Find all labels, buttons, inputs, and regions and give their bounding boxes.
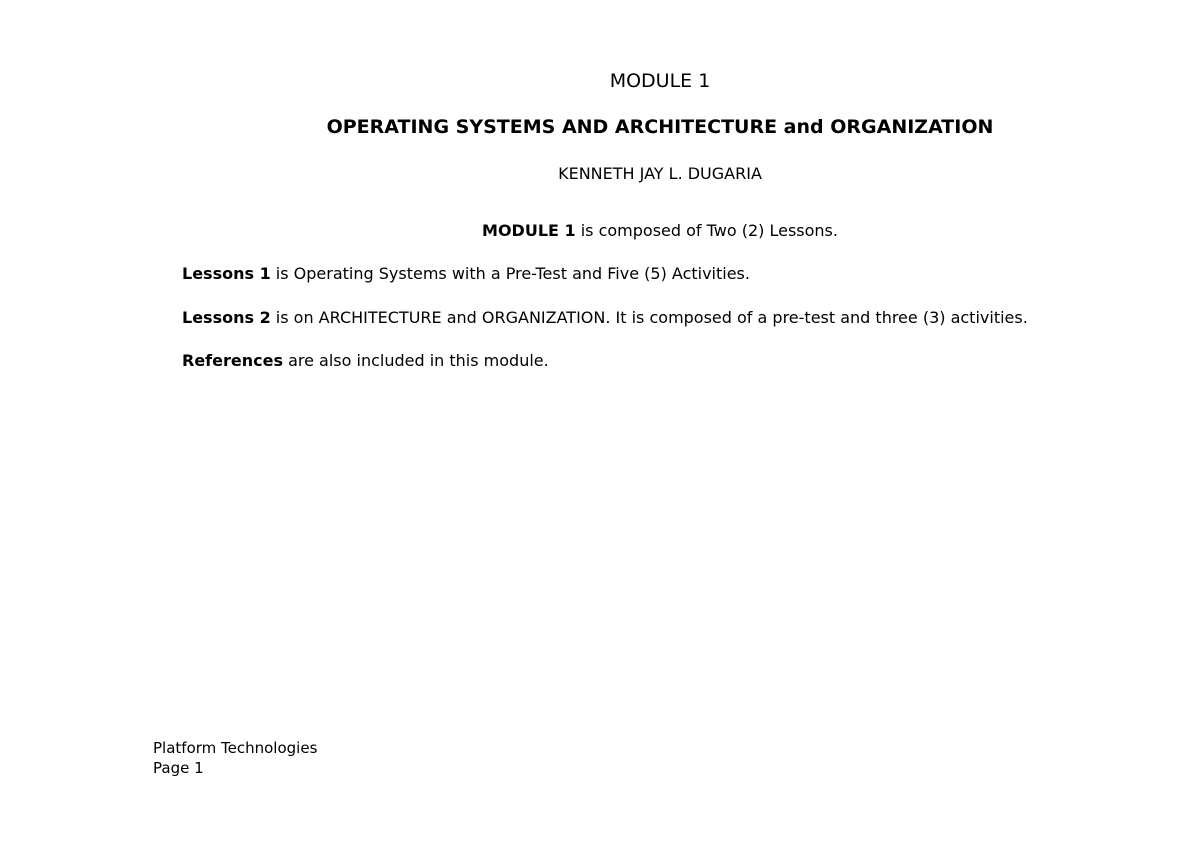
page-footer <box>153 738 317 778</box>
lesson-1-label: Lessons 1 <box>182 264 271 283</box>
module-heading: MODULE 1 <box>609 70 711 92</box>
lesson-2-label: Lessons 2 <box>182 308 271 327</box>
module-title: OPERATING SYSTEMS AND ARCHITECTURE and ORGANIZATION <box>326 116 994 138</box>
footer-page-number: Page 1 <box>153 759 204 777</box>
module-intro <box>0 221 1200 240</box>
lesson-2-paragraph <box>182 308 1028 327</box>
footer-subject: Platform Technologies <box>153 739 318 757</box>
references-label: References <box>182 351 283 370</box>
lesson-2-text: is on ARCHITECTURE and ORGANIZATION. It is composed of a pre-test and three (3) activities. <box>270 308 1028 327</box>
intro-text: is composed of Two (2) Lessons. <box>575 221 838 240</box>
lesson-1-paragraph <box>182 264 750 283</box>
author-name: KENNETH JAY L. DUGARIA <box>558 164 762 183</box>
intro-bold-label: MODULE 1 <box>482 221 576 240</box>
references-paragraph <box>182 351 549 370</box>
references-text: are also included in this module. <box>282 351 549 370</box>
lesson-1-text: is Operating Systems with a Pre-Test and Five (5) Activities. <box>270 264 750 283</box>
